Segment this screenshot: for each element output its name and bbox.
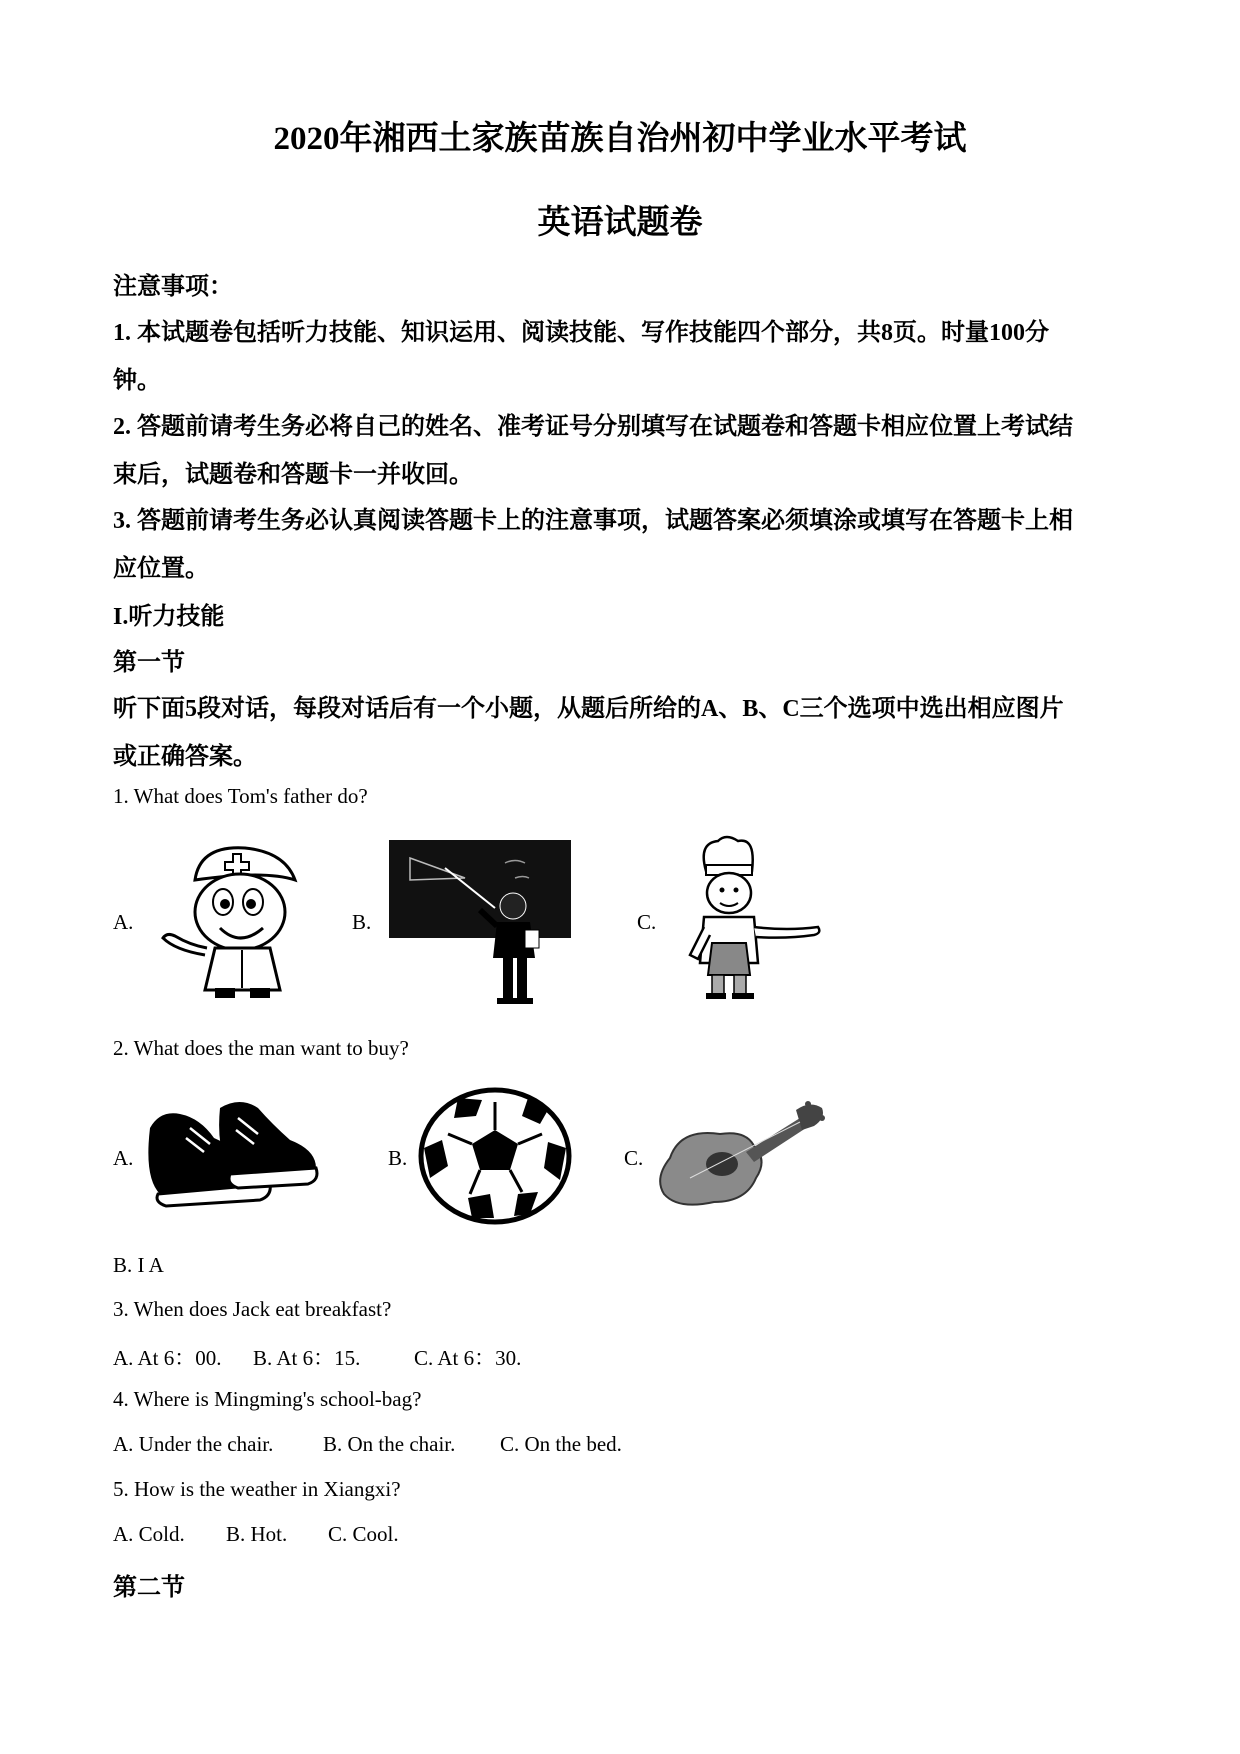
instruction-line-1: 听下面5段对话，每段对话后有一个小题，从题后所给的A、B、C三个选项中选出相应图片 [113,696,1064,722]
section1-heading: 第一节 [113,650,185,676]
exam-subtitle: 英语试题卷 [537,205,703,241]
notice-item-3b: 应位置。 [113,556,209,582]
q1-option-a[interactable]: A. [113,910,134,934]
chef-picture-icon [668,835,828,1005]
question-4: 4. Where is Mingming's school-bag? [113,1387,422,1411]
part1-heading: I.听力技能 [113,604,225,630]
q5-option-c[interactable]: C. Cool. [328,1522,399,1546]
q2-option-b[interactable]: B. [388,1146,408,1170]
notice-item-2b: 束后，试题卷和答题卡一并收回。 [113,462,473,488]
q4-option-c[interactable]: C. On the bed. [500,1432,622,1456]
q2-option-a[interactable]: A. [113,1146,134,1170]
q1-option-c[interactable]: C. [637,910,657,934]
q2-option-c[interactable]: C. [624,1146,644,1170]
section2-heading: 第二节 [113,1575,185,1601]
guitar-picture-icon [650,1098,830,1223]
q4-option-b[interactable]: B. On the chair. [323,1432,456,1456]
doctor-picture-icon [145,840,305,1000]
q5-option-b[interactable]: B. Hot. [226,1522,288,1546]
notice-item-1b: 钟。 [113,368,161,394]
q1-option-b[interactable]: B. [352,910,372,934]
teacher-blackboard-icon [385,838,575,1008]
q3-option-c[interactable]: C. At 6：30. [414,1346,522,1370]
notice-item-2a: 2. 答题前请考生务必将自己的姓名、准考证号分别填写在试题卷和答题卡相应位置上考试结 [113,414,1073,440]
soccer-ball-picture-icon [418,1086,572,1226]
instruction-line-2: 或正确答案。 [113,744,257,770]
notice-heading: 注意事项： [113,274,233,300]
sneakers-picture-icon [140,1098,330,1218]
q3-option-a[interactable]: A. At 6：00. [113,1346,222,1370]
question-2: 2. What does the man want to buy? [113,1036,409,1060]
q3-option-b[interactable]: B. At 6：15. [253,1346,361,1370]
question-5: 5. How is the weather in Xiangxi? [113,1477,401,1501]
notice-item-3a: 3. 答题前请考生务必认真阅读答题卡上的注意事项，试题答案必须填涂或填写在答题卡上相 [113,508,1073,534]
question-2-extra: B. I A [113,1253,164,1277]
question-3: 3. When does Jack eat breakfast? [113,1297,392,1321]
notice-item-1a: 1. 本试题卷包括听力技能、知识运用、阅读技能、写作技能四个部分，共8页。时量100分 [113,320,1049,346]
exam-title: 2020年湘西土家族苗族自治州初中学业水平考试 [273,121,967,157]
question-1: 1. What does Tom's father do? [113,784,368,808]
q5-option-a[interactable]: A. Cold. [113,1522,185,1546]
q4-option-a[interactable]: A. Under the chair. [113,1432,274,1456]
